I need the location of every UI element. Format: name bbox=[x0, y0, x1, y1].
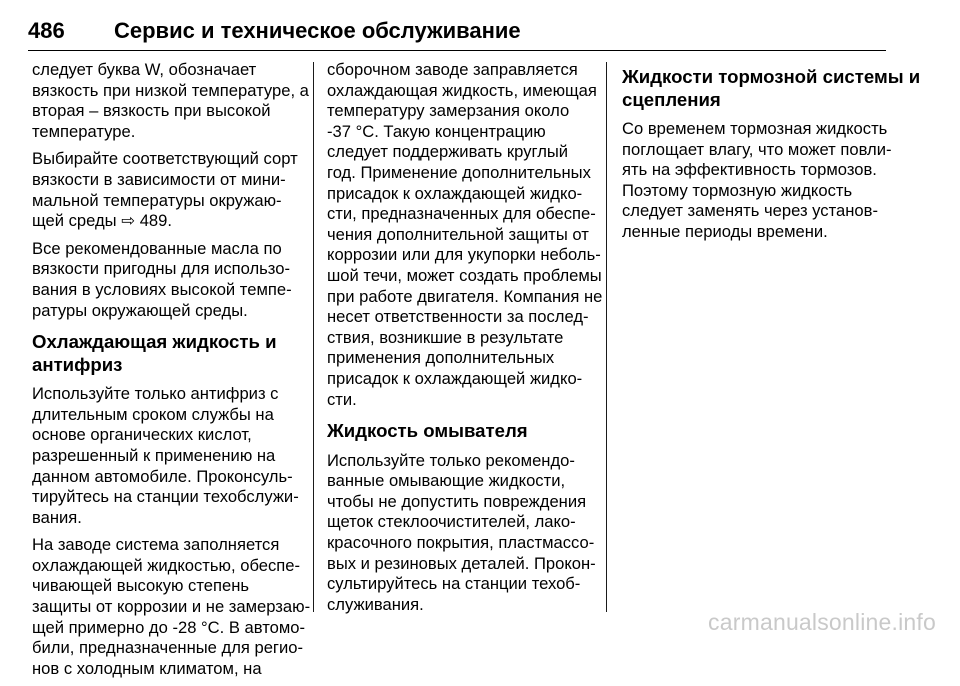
text-line: разрешенный к применению на bbox=[32, 445, 276, 465]
text-line: ять на эффективность тормозов. bbox=[622, 160, 877, 180]
text-line: вых и резиновых деталей. Прокон- bbox=[327, 553, 596, 573]
text-line: вторая – вязкость при высокой bbox=[32, 101, 271, 121]
text-line: били, предназначенные для регио- bbox=[32, 638, 304, 658]
text-line: Поэтому тормозную жидкость bbox=[622, 180, 853, 200]
text-line: Все рекомендованные масла по bbox=[32, 238, 282, 258]
text-line: защиты от коррозии и не замерзаю- bbox=[32, 597, 311, 617]
text-line: длительным сроком службы на bbox=[32, 404, 274, 424]
text-line: чивающей высокую степень bbox=[32, 576, 250, 596]
text-line: На заводе система заполняется bbox=[32, 535, 280, 555]
text-line: вязкость при низкой температуре, а bbox=[32, 80, 309, 100]
text-line: ванные омывающие жидкости, bbox=[327, 471, 566, 491]
text-line: Выбирайте соответствующий сорт bbox=[32, 149, 298, 169]
text-line: Со временем тормозная жидкость bbox=[622, 119, 888, 138]
text-column-2 bbox=[327, 60, 603, 622]
text-line: вязкости пригодны для использо- bbox=[32, 259, 290, 279]
heading-washer-fluid bbox=[327, 420, 595, 443]
text-line: поглощает влагу, что может повли- bbox=[622, 139, 892, 159]
text-line: сборочном заводе заправляется bbox=[327, 60, 578, 79]
text-line: вания. bbox=[32, 507, 82, 527]
heading-line: антифриз bbox=[32, 353, 123, 375]
text-line: мальной температуры окружаю- bbox=[32, 190, 282, 210]
heading-line: Жидкости тормозной системы и bbox=[622, 66, 921, 87]
text-line: щеток стеклоочистителей, лако- bbox=[327, 512, 576, 532]
heading-coolant-antifreeze bbox=[32, 331, 302, 376]
text-line: следует заменять через установ- bbox=[622, 201, 878, 221]
text-line: тируйтесь на станции техобслужи- bbox=[32, 487, 299, 507]
text-line: следует поддерживать круглый bbox=[327, 142, 569, 162]
text-line: при работе двигателя. Компания не bbox=[327, 286, 603, 306]
text-column-1 bbox=[32, 60, 311, 686]
heading-line: Жидкость омывателя bbox=[327, 420, 528, 442]
heading-line: Охлаждающая жидкость и bbox=[32, 331, 277, 353]
text-line: присадок к охлаждающей жидко- bbox=[327, 183, 583, 203]
watermark: carmanualsonline.info bbox=[708, 609, 936, 635]
text-line: температуру замерзания около bbox=[327, 101, 570, 121]
text-line: Используйте только рекомендо- bbox=[327, 450, 575, 470]
page-header bbox=[28, 18, 886, 51]
paragraph-choose-viscosity bbox=[32, 149, 302, 231]
text-fragment: щей среды bbox=[32, 211, 122, 231]
text-line: сти, предназначенных для обеспе- bbox=[327, 204, 596, 224]
text-line: служивания. bbox=[327, 594, 424, 614]
text-line: присадок к охлаждающей жидко- bbox=[327, 368, 583, 388]
heading-line: сцепления bbox=[622, 88, 721, 110]
text-line: коррозии или для укупорки неболь- bbox=[327, 245, 601, 265]
text-line: вания в условиях высокой темпе- bbox=[32, 279, 292, 299]
text-column-3 bbox=[622, 66, 921, 250]
column-divider bbox=[313, 62, 314, 612]
text-line: охлаждающая жидкость, имеющая bbox=[327, 80, 597, 100]
text-line: нов с холодным климатом, на bbox=[32, 658, 262, 678]
text-line: применения дополнительных bbox=[327, 348, 555, 368]
text-line: чтобы не допустить повреждения bbox=[327, 491, 587, 511]
text-line: вязкости в зависимости от мини- bbox=[32, 169, 286, 189]
page-number: 486 bbox=[28, 18, 65, 43]
text-line bbox=[32, 211, 302, 232]
text-line: следует буква W, обозначает bbox=[32, 60, 257, 79]
text-line: сультируйтесь на станции техоб- bbox=[327, 574, 581, 594]
text-line: год. Применение дополнительных bbox=[327, 162, 591, 182]
heading-brake-clutch-fluid bbox=[622, 66, 921, 111]
text-line: температуре. bbox=[32, 121, 136, 141]
text-line: ствия, возникшие в результате bbox=[327, 327, 564, 347]
text-line: щей примерно до -28 °C. В автомо- bbox=[32, 617, 306, 637]
paragraph-viscosity-letter bbox=[32, 60, 309, 142]
text-line: чения дополнительной защиты от bbox=[327, 224, 589, 244]
chapter-title: Сервис и техническое обслуживание bbox=[114, 18, 521, 43]
text-line: охлаждающей жидкостью, обеспе- bbox=[32, 555, 301, 575]
text-line: ратуры окружающей среды. bbox=[32, 300, 248, 320]
column-divider bbox=[606, 62, 607, 612]
text-line: несет ответственности за послед- bbox=[327, 307, 589, 327]
paragraph-use-antifreeze bbox=[32, 384, 302, 528]
text-line: данном автомобиле. Проконсуль- bbox=[32, 466, 293, 486]
paragraph-brake-fluid bbox=[622, 119, 892, 243]
text-line: красочного покрытия, пластмассо- bbox=[327, 532, 595, 552]
text-line: шой течи, может создать проблемы bbox=[327, 265, 602, 285]
text-line: ленные периоды времени. bbox=[622, 221, 828, 241]
page-reference-link[interactable]: 489. bbox=[135, 211, 173, 231]
paragraph-cold-climate-fill bbox=[327, 60, 603, 410]
paragraph-factory-fill bbox=[32, 535, 311, 679]
text-line: Используйте только антифриз с bbox=[32, 384, 279, 404]
text-line: -37 °C. Такую концентрацию bbox=[327, 121, 546, 141]
paragraph-recommended-oils bbox=[32, 239, 302, 321]
paragraph-washer-fluid bbox=[327, 451, 595, 616]
text-line: сти. bbox=[327, 389, 357, 409]
page-reference-arrow-icon[interactable]: ⇨ bbox=[121, 211, 136, 231]
text-line: основе органических кислот, bbox=[32, 425, 252, 445]
